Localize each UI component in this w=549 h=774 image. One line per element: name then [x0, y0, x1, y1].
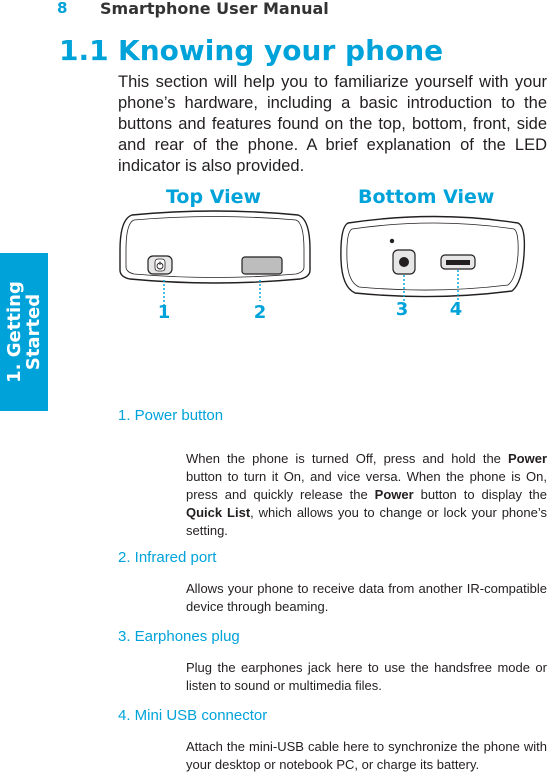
phone-views-diagram — [110, 205, 530, 320]
earphones-plug-shape — [393, 250, 415, 274]
callout-3: 3 — [395, 299, 409, 320]
manual-title: Smartphone User Manual — [100, 0, 329, 18]
top-view-phone — [120, 211, 310, 305]
side-tab-line-1: 1. Getting — [4, 281, 25, 383]
side-tab-line-2: Started — [23, 293, 44, 371]
item-desc-infrared-port: Allows your phone to receive data from another IR-compatible device through beaming. — [186, 581, 547, 614]
desc-bold: Power — [507, 451, 547, 466]
bottom-view-label: Bottom View — [358, 186, 495, 208]
item-title-infrared-port: 2. Infrared port — [118, 549, 217, 566]
section-title: Knowing your phone — [118, 34, 444, 67]
desc-bold: Quick List — [186, 505, 251, 520]
mini-usb-connector-shape — [441, 255, 475, 269]
callout-4: 4 — [449, 299, 463, 320]
item-desc-power-button — [186, 450, 547, 540]
callout-2: 2 — [253, 302, 267, 320]
item-title-power-button: 1. Power button — [118, 407, 224, 424]
infrared-port-shape — [242, 257, 282, 274]
page-number: 8 — [57, 0, 68, 17]
item-title-earphones-plug: 3. Earphones plug — [118, 628, 240, 645]
desc-text: button to turn it On, and vice versa. When the phone is On, press and quickly release the — [186, 469, 547, 502]
desc-text: When the phone is turned Off, press and hold the — [186, 451, 508, 466]
callout-1: 1 — [157, 302, 171, 320]
item-desc-mini-usb-connector: Attach the mini-USB cable here to synchronize the phone with your desktop or notebook PC, or charge its battery. — [186, 739, 547, 772]
desc-text: , which allows you to change or lock your phone’s setting. — [186, 505, 548, 538]
item-title-mini-usb-connector: 4. Mini USB connector — [118, 707, 268, 724]
chapter-side-tab-label — [5, 281, 43, 383]
section-intro: This section will help you to familiarize yourself with your phone’s hardware, including a basic introduction to the buttons and features found on the top, bottom, front, side and rear of the phone. A brief explanation of the LED indicator is also provided. — [118, 73, 547, 175]
chapter-side-tab — [0, 253, 48, 411]
desc-text: button to display the — [413, 487, 547, 502]
item-desc-earphones-plug: Plug the earphones jack here to use the handsfree mode or listen to sound or multimedia files. — [186, 660, 547, 693]
power-button-shape — [148, 256, 172, 274]
desc-bold: Power — [374, 487, 414, 502]
top-view-label: Top View — [166, 186, 262, 208]
section-number: 1.1 — [59, 34, 109, 67]
bottom-view-phone — [341, 217, 525, 302]
